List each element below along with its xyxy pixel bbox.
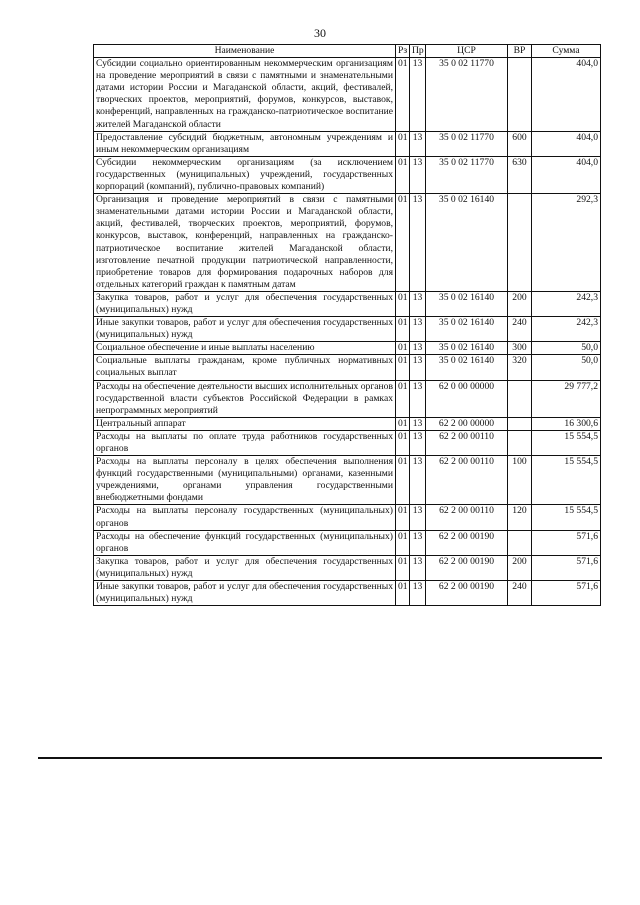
cell-vr (508, 194, 532, 292)
cell-sum: 15 554,5 (532, 505, 601, 530)
cell-name: Расходы на выплаты персоналу в целях обеспечения выполнения функций государственными (муниципальными) органами, казенными учреждениями, органами управления государственными внебюджетными фондами (94, 456, 396, 505)
cell-csr: 62 0 00 00000 (426, 380, 508, 417)
cell-name: Иные закупки товаров, работ и услуг для обеспечения государственных (муниципальных) нужд (94, 581, 396, 606)
table-row (94, 58, 601, 132)
header-name: Наименование (94, 45, 396, 58)
cell-sum: 292,3 (532, 194, 601, 292)
cell-csr: 35 0 02 16140 (426, 342, 508, 355)
cell-sum: 15 554,5 (532, 456, 601, 505)
cell-rz: 01 (396, 342, 410, 355)
table-row (94, 555, 601, 580)
cell-rz: 01 (396, 156, 410, 193)
cell-vr (508, 430, 532, 455)
cell-pr: 13 (410, 581, 426, 606)
table-row (94, 530, 601, 555)
cell-csr: 35 0 02 16140 (426, 355, 508, 380)
table-row (94, 355, 601, 380)
cell-name: Закупка товаров, работ и услуг для обеспечения государственных (муниципальных) нужд (94, 291, 396, 316)
cell-csr: 62 2 00 00190 (426, 555, 508, 580)
table-row (94, 581, 601, 606)
cell-name: Социальные выплаты гражданам, кроме публичных нормативных социальных выплат (94, 355, 396, 380)
cell-vr: 200 (508, 291, 532, 316)
cell-csr: 62 2 00 00190 (426, 581, 508, 606)
cell-sum: 404,0 (532, 156, 601, 193)
header-pr: Пр (410, 45, 426, 58)
cell-sum: 404,0 (532, 131, 601, 156)
cell-vr (508, 530, 532, 555)
cell-pr: 13 (410, 355, 426, 380)
cell-pr: 13 (410, 555, 426, 580)
header-sum: Сумма (532, 45, 601, 58)
cell-rz: 01 (396, 530, 410, 555)
cell-vr: 600 (508, 131, 532, 156)
cell-name: Субсидии некоммерческим организациям (за исключением государственных (муниципальных) учреждений, государственных корпораций (компаний), публично-правовых компаний) (94, 156, 396, 193)
cell-name: Иные закупки товаров, работ и услуг для обеспечения государственных (муниципальных) нужд (94, 317, 396, 342)
cell-rz: 01 (396, 291, 410, 316)
cell-rz: 01 (396, 417, 410, 430)
cell-sum: 571,6 (532, 555, 601, 580)
cell-name: Расходы на выплаты персоналу государственных (муниципальных) органов (94, 505, 396, 530)
table-row (94, 505, 601, 530)
cell-csr: 62 2 00 00110 (426, 430, 508, 455)
cell-name: Закупка товаров, работ и услуг для обеспечения государственных (муниципальных) нужд (94, 555, 396, 580)
cell-vr: 320 (508, 355, 532, 380)
cell-pr: 13 (410, 505, 426, 530)
cell-name: Расходы на обеспечение деятельности высших исполнительных органов государственной власти субъектов Российской Федерации в рамках непрограммных мероприятий (94, 380, 396, 417)
cell-csr: 62 2 00 00000 (426, 417, 508, 430)
table-row (94, 380, 601, 417)
cell-csr: 35 0 02 16140 (426, 317, 508, 342)
cell-vr: 200 (508, 555, 532, 580)
header-vr: ВР (508, 45, 532, 58)
table-row (94, 342, 601, 355)
table-row (94, 194, 601, 292)
cell-pr: 13 (410, 194, 426, 292)
cell-name: Расходы на обеспечение функций государственных (муниципальных) органов (94, 530, 396, 555)
table-row (94, 291, 601, 316)
cell-csr: 35 0 02 16140 (426, 291, 508, 316)
cell-vr: 300 (508, 342, 532, 355)
cell-vr: 100 (508, 456, 532, 505)
cell-sum: 242,3 (532, 291, 601, 316)
cell-name: Организация и проведение мероприятий в связи с памятными знаменательными датами истории России и Магаданской области, акций, фестивалей, творческих проектов, мероприятий, форумов, конкурсов, выставок, конференций, направленных на гражданско-патриотическое воспитание жителей Магаданской области, изготовление печатной продукции патриотической направленности, приобретение товаров для формирования подарочных наборов для отдельных категорий граждан к памятным датам (94, 194, 396, 292)
bottom-divider (38, 757, 602, 759)
cell-pr: 13 (410, 530, 426, 555)
cell-pr: 13 (410, 417, 426, 430)
cell-sum: 404,0 (532, 58, 601, 132)
cell-name: Социальное обеспечение и иные выплаты населению (94, 342, 396, 355)
cell-sum: 29 777,2 (532, 380, 601, 417)
table-row (94, 456, 601, 505)
cell-vr: 240 (508, 581, 532, 606)
cell-pr: 13 (410, 430, 426, 455)
cell-pr: 13 (410, 317, 426, 342)
cell-rz: 01 (396, 505, 410, 530)
cell-sum: 15 554,5 (532, 430, 601, 455)
cell-csr: 35 0 02 16140 (426, 194, 508, 292)
cell-rz: 01 (396, 58, 410, 132)
cell-rz: 01 (396, 581, 410, 606)
cell-vr (508, 417, 532, 430)
cell-csr: 35 0 02 11770 (426, 131, 508, 156)
cell-pr: 13 (410, 291, 426, 316)
cell-name: Субсидии социально ориентированным некоммерческим организациям на проведение мероприятий в связи с памятными и знаменательными датами истории России и Магаданской области, акций, фестивалей, творческих проектов, мероприятий, форумов, конкурсов, выставок, конференций, направленных на гражданско-патриотическое воспитание жителей Магаданской области (94, 58, 396, 132)
table-row (94, 131, 601, 156)
cell-name: Расходы на выплаты по оплате труда работников государственных органов (94, 430, 396, 455)
cell-rz: 01 (396, 555, 410, 580)
cell-vr (508, 380, 532, 417)
cell-name: Центральный аппарат (94, 417, 396, 430)
cell-sum: 571,6 (532, 581, 601, 606)
cell-vr (508, 58, 532, 132)
cell-sum: 571,6 (532, 530, 601, 555)
cell-sum: 50,0 (532, 342, 601, 355)
cell-vr: 120 (508, 505, 532, 530)
cell-rz: 01 (396, 131, 410, 156)
cell-csr: 35 0 02 11770 (426, 58, 508, 132)
cell-sum: 16 300,6 (532, 417, 601, 430)
cell-pr: 13 (410, 456, 426, 505)
cell-pr: 13 (410, 58, 426, 132)
cell-pr: 13 (410, 131, 426, 156)
budget-table (93, 44, 601, 606)
cell-rz: 01 (396, 194, 410, 292)
cell-pr: 13 (410, 342, 426, 355)
cell-rz: 01 (396, 317, 410, 342)
cell-csr: 35 0 02 11770 (426, 156, 508, 193)
table-header-row (94, 45, 601, 58)
cell-rz: 01 (396, 430, 410, 455)
cell-csr: 62 2 00 00190 (426, 530, 508, 555)
cell-pr: 13 (410, 380, 426, 417)
cell-rz: 01 (396, 355, 410, 380)
header-csr: ЦСР (426, 45, 508, 58)
cell-csr: 62 2 00 00110 (426, 456, 508, 505)
cell-pr: 13 (410, 156, 426, 193)
table-row (94, 430, 601, 455)
cell-vr: 630 (508, 156, 532, 193)
table-row (94, 317, 601, 342)
table-row (94, 156, 601, 193)
page-number: 30 (314, 26, 326, 40)
cell-csr: 62 2 00 00110 (426, 505, 508, 530)
cell-rz: 01 (396, 456, 410, 505)
cell-name: Предоставление субсидий бюджетным, автономным учреждениям и иным некоммерческим организациям (94, 131, 396, 156)
cell-sum: 50,0 (532, 355, 601, 380)
cell-rz: 01 (396, 380, 410, 417)
cell-vr: 240 (508, 317, 532, 342)
header-rz: Рз (396, 45, 410, 58)
table-row (94, 417, 601, 430)
cell-sum: 242,3 (532, 317, 601, 342)
